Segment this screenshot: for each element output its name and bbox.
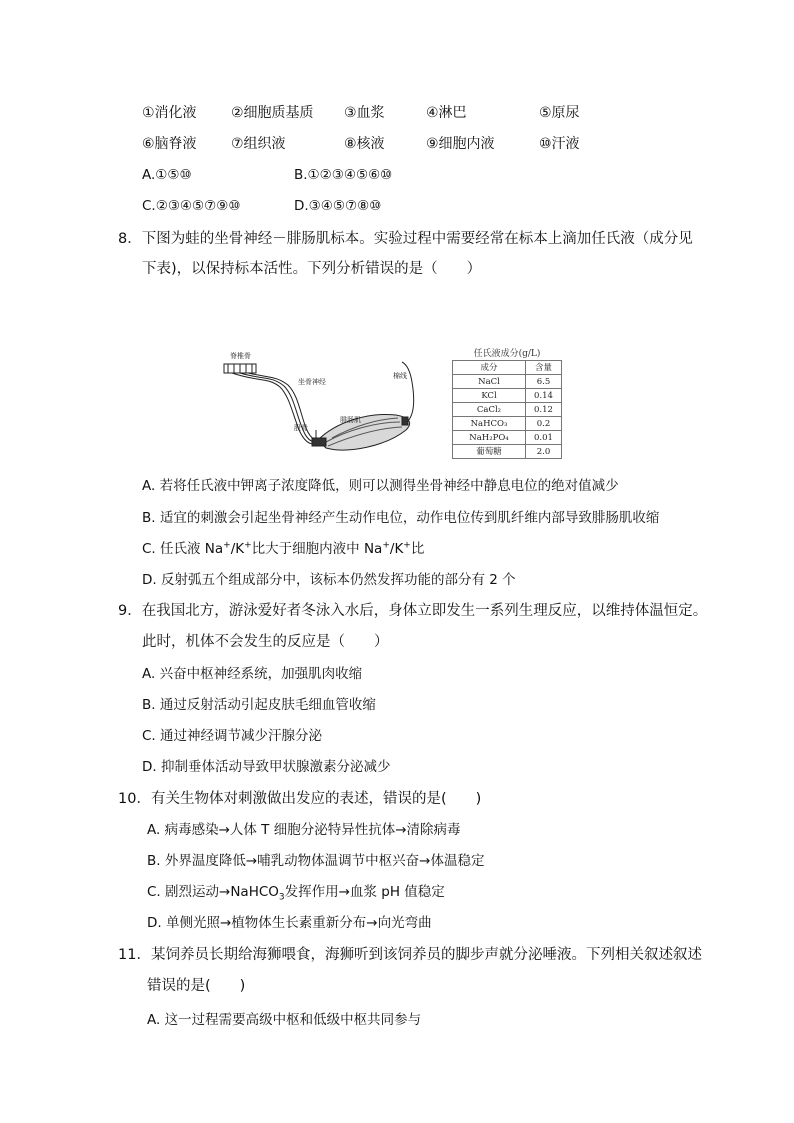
q7-item-1: ①消化液	[142, 105, 197, 121]
table-cell: 2.0	[525, 445, 561, 459]
q9-option-d: D. 抑制垂体活动导致甲状腺激素分泌减少	[142, 759, 391, 775]
q8-stem-line2: 下表)，以保持标本活性。下列分析错误的是（ ）	[142, 261, 482, 277]
table-cell: 葡萄糖	[453, 445, 526, 459]
q9-option-b: B. 通过反射活动引起皮肤毛细血管收缩	[142, 697, 376, 713]
q7-item-5: ⑤原尿	[539, 105, 580, 121]
table-cell: CaCl₂	[453, 403, 526, 417]
table-cell: 0.14	[525, 389, 561, 403]
table-cell: KCl	[453, 389, 526, 403]
label-femur: 股骨	[294, 424, 308, 432]
q7-option-c: C.②③④⑤⑦⑨⑩	[142, 198, 241, 214]
ringer-table-title: 任氏液成分(g/L)	[473, 349, 541, 359]
table-cell: 6.5	[525, 375, 561, 389]
q10-stem: 10．有关生物体对刺激做出发应的表述，错误的是( )	[118, 791, 482, 807]
q7-option-a: A.①⑤⑩	[142, 167, 192, 183]
q7-item-3: ③血浆	[344, 105, 385, 121]
q8-option-a: A. 若将任氏液中钾离子浓度降低，则可以测得坐骨神经中静息电位的绝对值减少	[142, 478, 619, 494]
q7-option-b: B.①②③④⑤⑥⑩	[294, 167, 393, 183]
q11-option-a: A. 这一过程需要高级中枢和低级中枢共同参与	[147, 1012, 422, 1028]
q11-stem-line1: 11．某饲养员长期给海狮喂食，海狮听到该饲养员的脚步声就分泌唾液。下列相关叙述叙述	[118, 947, 702, 963]
table-cell: 0.2	[525, 417, 561, 431]
ringer-solution-table	[452, 348, 562, 459]
table-row	[453, 403, 562, 417]
table-row	[453, 417, 562, 431]
q8-stem-line1: 8．下图为蛙的坐骨神经－腓肠肌标本。实验过程中需要经常在标本上滴加任氏液（成分见	[118, 231, 693, 247]
table-cell: NaHCO₃	[453, 417, 526, 431]
q9-option-a: A. 兴奋中枢神经系统，加强肌肉收缩	[142, 666, 363, 682]
q9-stem-line2: 此时，机体不会发生的反应是（ ）	[142, 634, 389, 650]
table-header-component: 成分	[453, 361, 526, 375]
table-cell: NaCl	[453, 375, 526, 389]
label-thread: 棉线	[393, 372, 407, 380]
q7-item-4: ④淋巴	[426, 105, 467, 121]
table-row	[453, 375, 562, 389]
q7-item-9: ⑨细胞内液	[426, 136, 495, 152]
table-row	[453, 431, 562, 445]
q7-item-6: ⑥脑脊液	[142, 136, 197, 152]
label-spine: 脊椎骨	[230, 352, 251, 360]
q9-stem-line1: 9．在我国北方，游泳爱好者冬泳入水后，身体立即发生一系列生理反应，以维持体温恒定。	[118, 603, 708, 619]
q10-option-d: D. 单侧光照→植物体生长素重新分布→向光弯曲	[147, 915, 432, 931]
q8-option-d: D. 反射弧五个组成部分中，该标本仍然发挥功能的部分有 2 个	[142, 572, 516, 588]
q9-option-c: C. 通过神经调节减少汗腺分泌	[142, 728, 323, 744]
q8-option-b: B. 适宜的刺激会引起坐骨神经产生动作电位，动作电位传到肌纤维内部导致腓肠肌收缩	[142, 510, 660, 526]
q10-option-b: B. 外界温度降低→哺乳动物体温调节中枢兴奋→体温稳定	[147, 853, 485, 869]
q10-option-c: C. 剧烈运动→NaHCO$_3$发挥作用→血浆 pH 值稳定	[147, 884, 445, 903]
table-cell: 0.12	[525, 403, 561, 417]
q11-stem-line2: 错误的是( )	[147, 978, 246, 994]
q7-item-7: ⑦组织液	[231, 136, 286, 152]
table-cell: 0.01	[525, 431, 561, 445]
q10-option-a: A. 病毒感染→人体 T 细胞分泌特异性抗体→清除病毒	[147, 822, 461, 838]
table-row	[453, 445, 562, 459]
table-row	[453, 389, 562, 403]
q7-item-10: ⑩汗液	[539, 136, 580, 152]
label-muscle: 腓肠肌	[340, 416, 361, 424]
table-header-amount: 含量	[525, 361, 561, 375]
q7-option-d: D.③④⑤⑦⑧⑩	[294, 198, 382, 214]
label-sciatic-nerve: 坐骨神经	[298, 378, 326, 386]
q7-item-2: ②细胞质基质	[231, 105, 314, 121]
q7-item-8: ⑧核液	[344, 136, 385, 152]
table-cell: NaH₂PO₄	[453, 431, 526, 445]
q8-option-c: C. 任氏液 Na+/K+比大于细胞内液中 Na+/K+比	[142, 540, 425, 557]
